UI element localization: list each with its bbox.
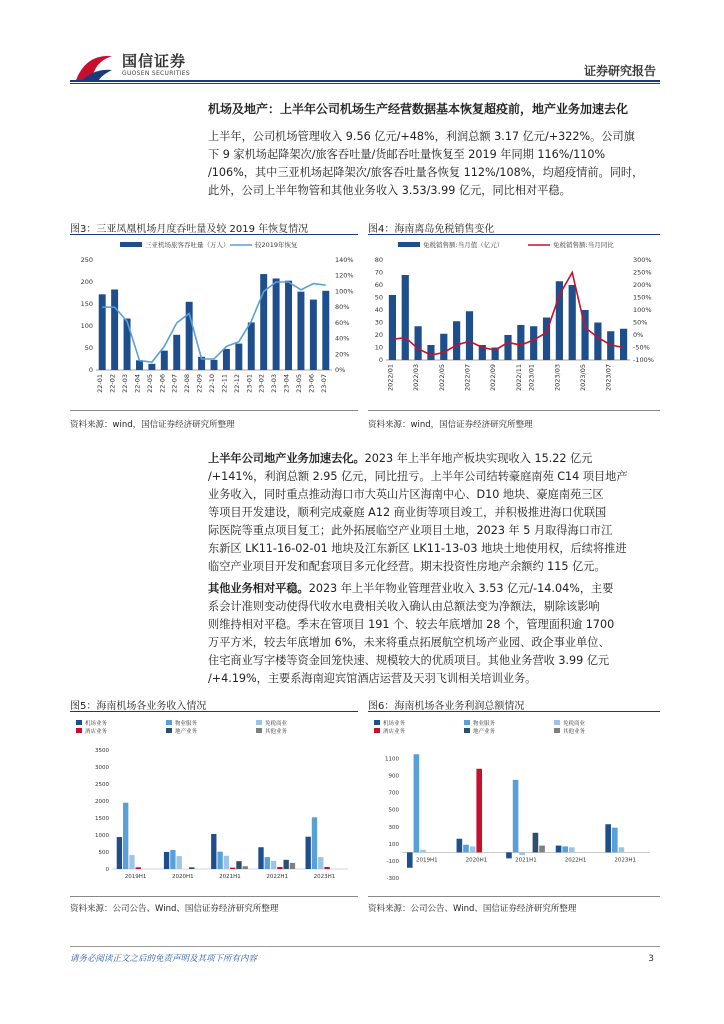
y-tick-label: 3000 [95, 765, 109, 771]
legend-label: 地产业务 [175, 729, 198, 735]
y2-tick-label: 40% [335, 334, 350, 343]
bar [223, 349, 230, 370]
fig3-chart [70, 238, 358, 398]
y2-tick-label: 250% [633, 268, 652, 277]
y2-tick-label: 0% [633, 331, 644, 339]
section3-line: 住宅商业写字楼等资金回笼快速、规模较大的优质项目。其他业务营收 3.99 亿元 [208, 654, 610, 667]
bar [569, 285, 576, 360]
y2-tick-label: 0% [335, 366, 346, 374]
fig4-title: 图4：海南离岛免税销售变化 [368, 224, 495, 235]
bar [277, 867, 282, 869]
legend-label: 酒店业务 [383, 729, 406, 735]
bar [99, 294, 106, 370]
brand-name-en: GUOSEN SECURITIES [122, 70, 191, 77]
fig3-source: 资料来源：wind，国信证券经济研究所整理 [70, 420, 235, 430]
section1-line: 上半年，公司机场管理收入 9.56 亿元/+48%，利润总额 3.17 亿元/+322%。公司旗 [208, 130, 635, 143]
bar [111, 289, 118, 370]
bar [258, 847, 263, 869]
x-tick-label: 23-02 [257, 374, 266, 393]
bar [533, 833, 539, 853]
x-tick-label: 22-02 [108, 374, 117, 393]
y-tick-label: 150 [80, 300, 93, 308]
bar [224, 856, 229, 869]
bar [612, 828, 618, 853]
x-tick-label: 2022/09 [489, 364, 498, 392]
y-tick-label: 1100 [385, 756, 399, 763]
section3-lead: 其他业务相对平稳。 [208, 582, 309, 595]
y2-tick-label: 300% [633, 256, 652, 264]
section2-line: /+141%，利润总额 2.95 亿元，同比扭亏。上半年公司结转豪庭南苑 C14 项目地产 [208, 470, 628, 483]
legend-label: 酒店业务 [85, 729, 108, 735]
bar [148, 364, 155, 370]
bar [415, 326, 422, 360]
y2-tick-label: 50% [633, 318, 648, 327]
y-tick-label: 10 [374, 343, 383, 352]
y-tick-label: 500 [388, 807, 399, 814]
fig3-bottom-rule [70, 410, 358, 411]
x-tick-label: 2019H1 [415, 857, 438, 864]
legend-label: 物业服务 [473, 721, 496, 727]
bar [290, 863, 295, 869]
x-tick-label: 23-03 [270, 374, 279, 393]
x-tick-label: 2023/03 [553, 364, 562, 392]
y-tick-label: 3500 [95, 748, 109, 754]
guosen-logo-icon [74, 50, 114, 84]
fig6-bottom-rule [368, 896, 660, 897]
bar [569, 847, 575, 852]
x-tick-label: 2022/11 [514, 364, 523, 392]
bar [517, 325, 524, 360]
x-tick-label: 22-09 [195, 374, 204, 393]
y-tick-label: 60 [374, 281, 383, 289]
y-tick-label: 1000 [95, 833, 109, 839]
bar [170, 850, 175, 869]
y-tick-label: 0 [378, 356, 383, 364]
bar [306, 837, 311, 869]
bar [230, 868, 235, 869]
legend-swatch [76, 720, 82, 725]
fig6-rule [368, 711, 660, 712]
legend-swatch [554, 728, 560, 733]
y-tick-label: 100 [80, 322, 93, 330]
y-tick-label: 2500 [95, 782, 109, 788]
y-tick-label: 40 [374, 306, 383, 314]
bar [260, 274, 267, 370]
fig6-source: 资料来源：公司公告、Wind、国信证券经济研究所整理 [368, 904, 577, 914]
legend-swatch [554, 720, 560, 725]
bar [312, 817, 317, 869]
legend-swatch [374, 720, 380, 725]
report-type: 证券研究报告 [583, 64, 656, 78]
legend-label: 较2019年恢复 [255, 241, 298, 249]
y-tick-label: 50 [374, 293, 383, 302]
y2-tick-label: -100% [633, 356, 654, 364]
bar [265, 857, 270, 869]
bar [236, 861, 241, 869]
section2-lead: 上半年公司地产业务加速去化。 [208, 452, 365, 465]
x-tick-label: 2022H1 [266, 874, 289, 880]
bar [297, 292, 304, 370]
bar [562, 846, 568, 852]
section3-line: 万平方米，较去年底增加 6%，未来将重点拓展航空机场产业园、政企事业单位、 [208, 636, 610, 649]
bar [620, 329, 627, 360]
x-tick-label: 2023H1 [614, 857, 637, 864]
bar [504, 335, 511, 360]
bar [506, 852, 512, 858]
bar [235, 344, 242, 370]
bar [389, 295, 396, 360]
y-tick-label: -100 [386, 858, 399, 865]
section3-body [208, 580, 668, 688]
x-tick-label: 23-05 [294, 374, 303, 393]
legend-swatch [166, 728, 172, 733]
fig4-bottom-rule [368, 410, 660, 411]
x-tick-label: 2021H1 [515, 857, 537, 864]
y2-tick-label: 60% [335, 318, 350, 327]
bar [285, 281, 292, 370]
series-line [102, 282, 326, 362]
y-tick-label: 1500 [95, 816, 109, 822]
legend-swatch [256, 720, 262, 725]
bar [594, 323, 601, 361]
bar [402, 275, 409, 360]
section2-line: 际医院等重点项目复工；此外拓展临空产业项目土地，2023 年 5 月取得海口市江 [208, 524, 613, 537]
legend-swatch-bar [120, 242, 142, 247]
x-tick-label: 22-06 [158, 374, 167, 393]
bar [539, 846, 545, 853]
section3-line: /+4.19%，主要系海南迎宾馆酒店运营及天羽飞训相关培训业务。 [208, 672, 537, 685]
fig6-chart [368, 716, 660, 892]
bar [271, 861, 276, 869]
bar [189, 867, 194, 869]
x-tick-label: 22-12 [232, 374, 241, 393]
bar [440, 334, 447, 360]
y-tick-label: 900 [388, 773, 399, 780]
x-tick-label: 2023/07 [604, 364, 613, 392]
bar [322, 291, 329, 370]
bar [243, 866, 248, 869]
x-tick-label: 2023H1 [313, 874, 336, 880]
section2-body [208, 450, 668, 576]
bar [136, 360, 143, 370]
section2-line: 等项目开发建设，顺利完成豪庭 A12 商业街等项目竣工，并积极推进海口优联国 [208, 506, 607, 519]
y-tick-label: 250 [80, 256, 93, 264]
fig5-title: 图5：海南机场各业务收入情况 [70, 701, 207, 712]
legend-label: 其他业务 [265, 729, 288, 735]
bar [556, 846, 562, 853]
section3-line: 则维持相对平稳。季末在管项目 191 个、较去年底增加 28 个，管理面积逾 1700 [208, 618, 615, 631]
legend-swatch [464, 728, 470, 733]
bar [173, 335, 180, 370]
y-tick-label: 50 [84, 344, 93, 352]
fig4-source: 资料来源：wind，国信证券经济研究所整理 [368, 420, 533, 430]
bar [273, 278, 280, 370]
bar [310, 300, 317, 370]
y-tick-label: -300 [386, 876, 399, 882]
x-tick-label: 2022H1 [564, 857, 587, 864]
x-tick-label: 23-06 [307, 374, 316, 393]
legend-label: 地产业务 [473, 729, 496, 735]
bar [453, 321, 460, 360]
x-tick-label: 22-10 [208, 374, 216, 393]
fig5-bottom-rule [70, 896, 358, 897]
section1-body [208, 128, 668, 200]
bar [186, 302, 193, 370]
x-tick-label: 22-05 [145, 374, 154, 393]
legend-label: 免税商业 [563, 721, 586, 727]
section1-line: 此外，公司上半年物管和其他业务收入 3.53/3.99 亿元，同比相对平稳。 [208, 184, 571, 197]
x-tick-label: 22-01 [96, 374, 105, 393]
bar [248, 322, 255, 370]
y2-tick-label: 100% [633, 306, 652, 314]
bar [556, 281, 563, 360]
fig5-source: 资料来源：公司公告、Wind、国信证券经济研究所整理 [70, 904, 279, 914]
fig6-title: 图6：海南机场各业务利润总额情况 [368, 701, 525, 712]
fig5-rule [70, 711, 358, 712]
section2-line: 2023 年上半年地产板块实现收入 15.22 亿元 [364, 452, 593, 465]
legend-swatch [464, 720, 470, 725]
section2-line: 业务收入，同时重点推动海口市大英山片区海南中心、D10 地块、豪庭南苑三区 [208, 488, 604, 501]
section1-title: 机场及地产：上半年公司机场生产经营数据基本恢复超疫前，地产业务加速去化 [208, 102, 629, 116]
bar [476, 769, 482, 853]
y2-tick-label: 100% [335, 287, 354, 296]
y-tick-label: 2000 [95, 799, 109, 805]
y2-tick-label: 120% [335, 271, 354, 280]
x-tick-label: 2020H1 [171, 874, 194, 880]
bar [420, 850, 426, 853]
page-number: 3 [648, 954, 654, 964]
legend-label: 物业服务 [175, 721, 198, 727]
fig3-title: 图3：三亚凤凰机场月度吞吐量及较 2019 年恢复情况 [70, 224, 309, 235]
legend-label: 其他业务 [563, 729, 586, 735]
x-tick-label: 2022/03 [412, 364, 421, 392]
legend-swatch [76, 728, 82, 733]
bar [129, 855, 134, 869]
bar [324, 867, 329, 869]
section3-line: 2023 年上半年物业管理营业收入 3.53 亿元/-14.04%，主要 [308, 582, 614, 595]
x-tick-label: 2023/01 [527, 364, 536, 392]
bar [470, 846, 476, 852]
section1-line: /106%，其中三亚机场起降架次/旅客吞吐量各恢复 112%/108%，均超疫情前。同时， [208, 166, 644, 179]
y2-tick-label: 200% [633, 281, 652, 289]
bar [318, 857, 323, 869]
bar [605, 824, 611, 852]
header-divider-accent [70, 83, 660, 84]
legend-label: 机场业务 [383, 721, 406, 727]
bar [124, 319, 131, 370]
legend-label: 免税销售额:当月值（亿元） [423, 241, 504, 249]
x-tick-label: 23-01 [245, 374, 254, 393]
bar [427, 345, 434, 360]
bar [457, 839, 463, 853]
legend-swatch [374, 728, 380, 733]
bar [530, 326, 537, 360]
legend-label: 三亚机场旅客吞吐量（万人） [145, 241, 230, 249]
y-tick-label: 70 [374, 268, 383, 277]
y-tick-label: 200 [80, 278, 93, 286]
y-tick-label: 0 [105, 867, 109, 873]
brand-name: 国信证券 [122, 52, 187, 70]
x-tick-label: 2023/05 [579, 364, 588, 392]
bar [619, 847, 625, 852]
bar [466, 311, 473, 360]
x-tick-label: 2019H1 [124, 874, 147, 880]
bar [161, 351, 168, 370]
x-tick-label: 2022/01 [386, 364, 395, 392]
y-tick-label: 30 [374, 318, 383, 327]
fig3-rule [70, 234, 358, 235]
legend-swatch [256, 728, 262, 733]
section3-line: 系会计准则变动使得代收水电费相关收入确认由总额法变为净额法，剔除该影响 [208, 600, 600, 613]
section2-line: 东新区 LK11-16-02-01 地块及江东新区 LK11-13-03 地块土地使用权，后续将推进 [208, 542, 627, 555]
x-tick-label: 2021H1 [219, 874, 241, 880]
y-tick-label: 0 [88, 366, 93, 374]
x-tick-label: 22-03 [121, 374, 130, 393]
y-tick-label: 700 [388, 790, 399, 797]
bar [407, 852, 413, 867]
fig5-chart [70, 716, 358, 892]
bar [513, 780, 519, 853]
x-tick-label: 23-07 [319, 374, 328, 393]
y2-tick-label: -50% [633, 343, 650, 352]
bar [217, 852, 222, 869]
y-tick-label: 100 [388, 841, 399, 848]
y2-tick-label: 80% [335, 303, 350, 312]
fig4-chart [368, 238, 660, 398]
x-tick-label: 22-04 [133, 374, 142, 393]
bar [283, 860, 288, 869]
bar [164, 852, 169, 869]
bar [414, 754, 420, 852]
footer-disclaimer: 请务必阅读正文之后的免责声明及其项下所有内容 [70, 954, 258, 964]
bar [117, 837, 122, 869]
legend-swatch [166, 720, 172, 725]
x-tick-label: 22-08 [183, 374, 192, 393]
bar [211, 834, 216, 869]
bar [519, 852, 525, 855]
fig4-rule [368, 234, 660, 235]
header-divider [70, 80, 660, 82]
x-tick-label: 2020H1 [465, 857, 488, 864]
bar [136, 867, 141, 869]
y-tick-label: 20 [374, 331, 383, 339]
x-tick-label: 22-11 [220, 374, 229, 393]
y-tick-label: 500 [98, 850, 109, 856]
legend-label: 免税销售额:当月同比 [553, 241, 614, 249]
x-tick-label: 2022/05 [437, 364, 446, 392]
legend-label: 机场业务 [85, 721, 108, 727]
bar [123, 803, 128, 869]
footer-divider [70, 946, 660, 947]
series-line [392, 273, 623, 356]
legend-label: 免税商业 [265, 721, 288, 727]
x-tick-label: 2022/07 [463, 364, 472, 392]
y-tick-label: 300 [388, 824, 399, 831]
y2-tick-label: 150% [633, 293, 652, 302]
x-tick-label: 23-04 [282, 374, 291, 393]
section2-line: 临空产业项目开发和配套项目多元化经营。期末投资性房地产余额约 115 亿元。 [208, 560, 606, 573]
y-tick-label: 80 [374, 256, 383, 264]
bar [211, 360, 218, 370]
x-tick-label: 22-07 [170, 374, 179, 393]
bar [177, 856, 182, 869]
y2-tick-label: 140% [335, 256, 354, 264]
legend-swatch-bar [398, 242, 420, 247]
section1-line: 下 9 家机场起降架次/旅客吞吐量/货邮吞吐量恢复至 2019 年同期 116%/110% [208, 148, 606, 161]
bar [463, 845, 469, 853]
y2-tick-label: 20% [335, 350, 350, 359]
